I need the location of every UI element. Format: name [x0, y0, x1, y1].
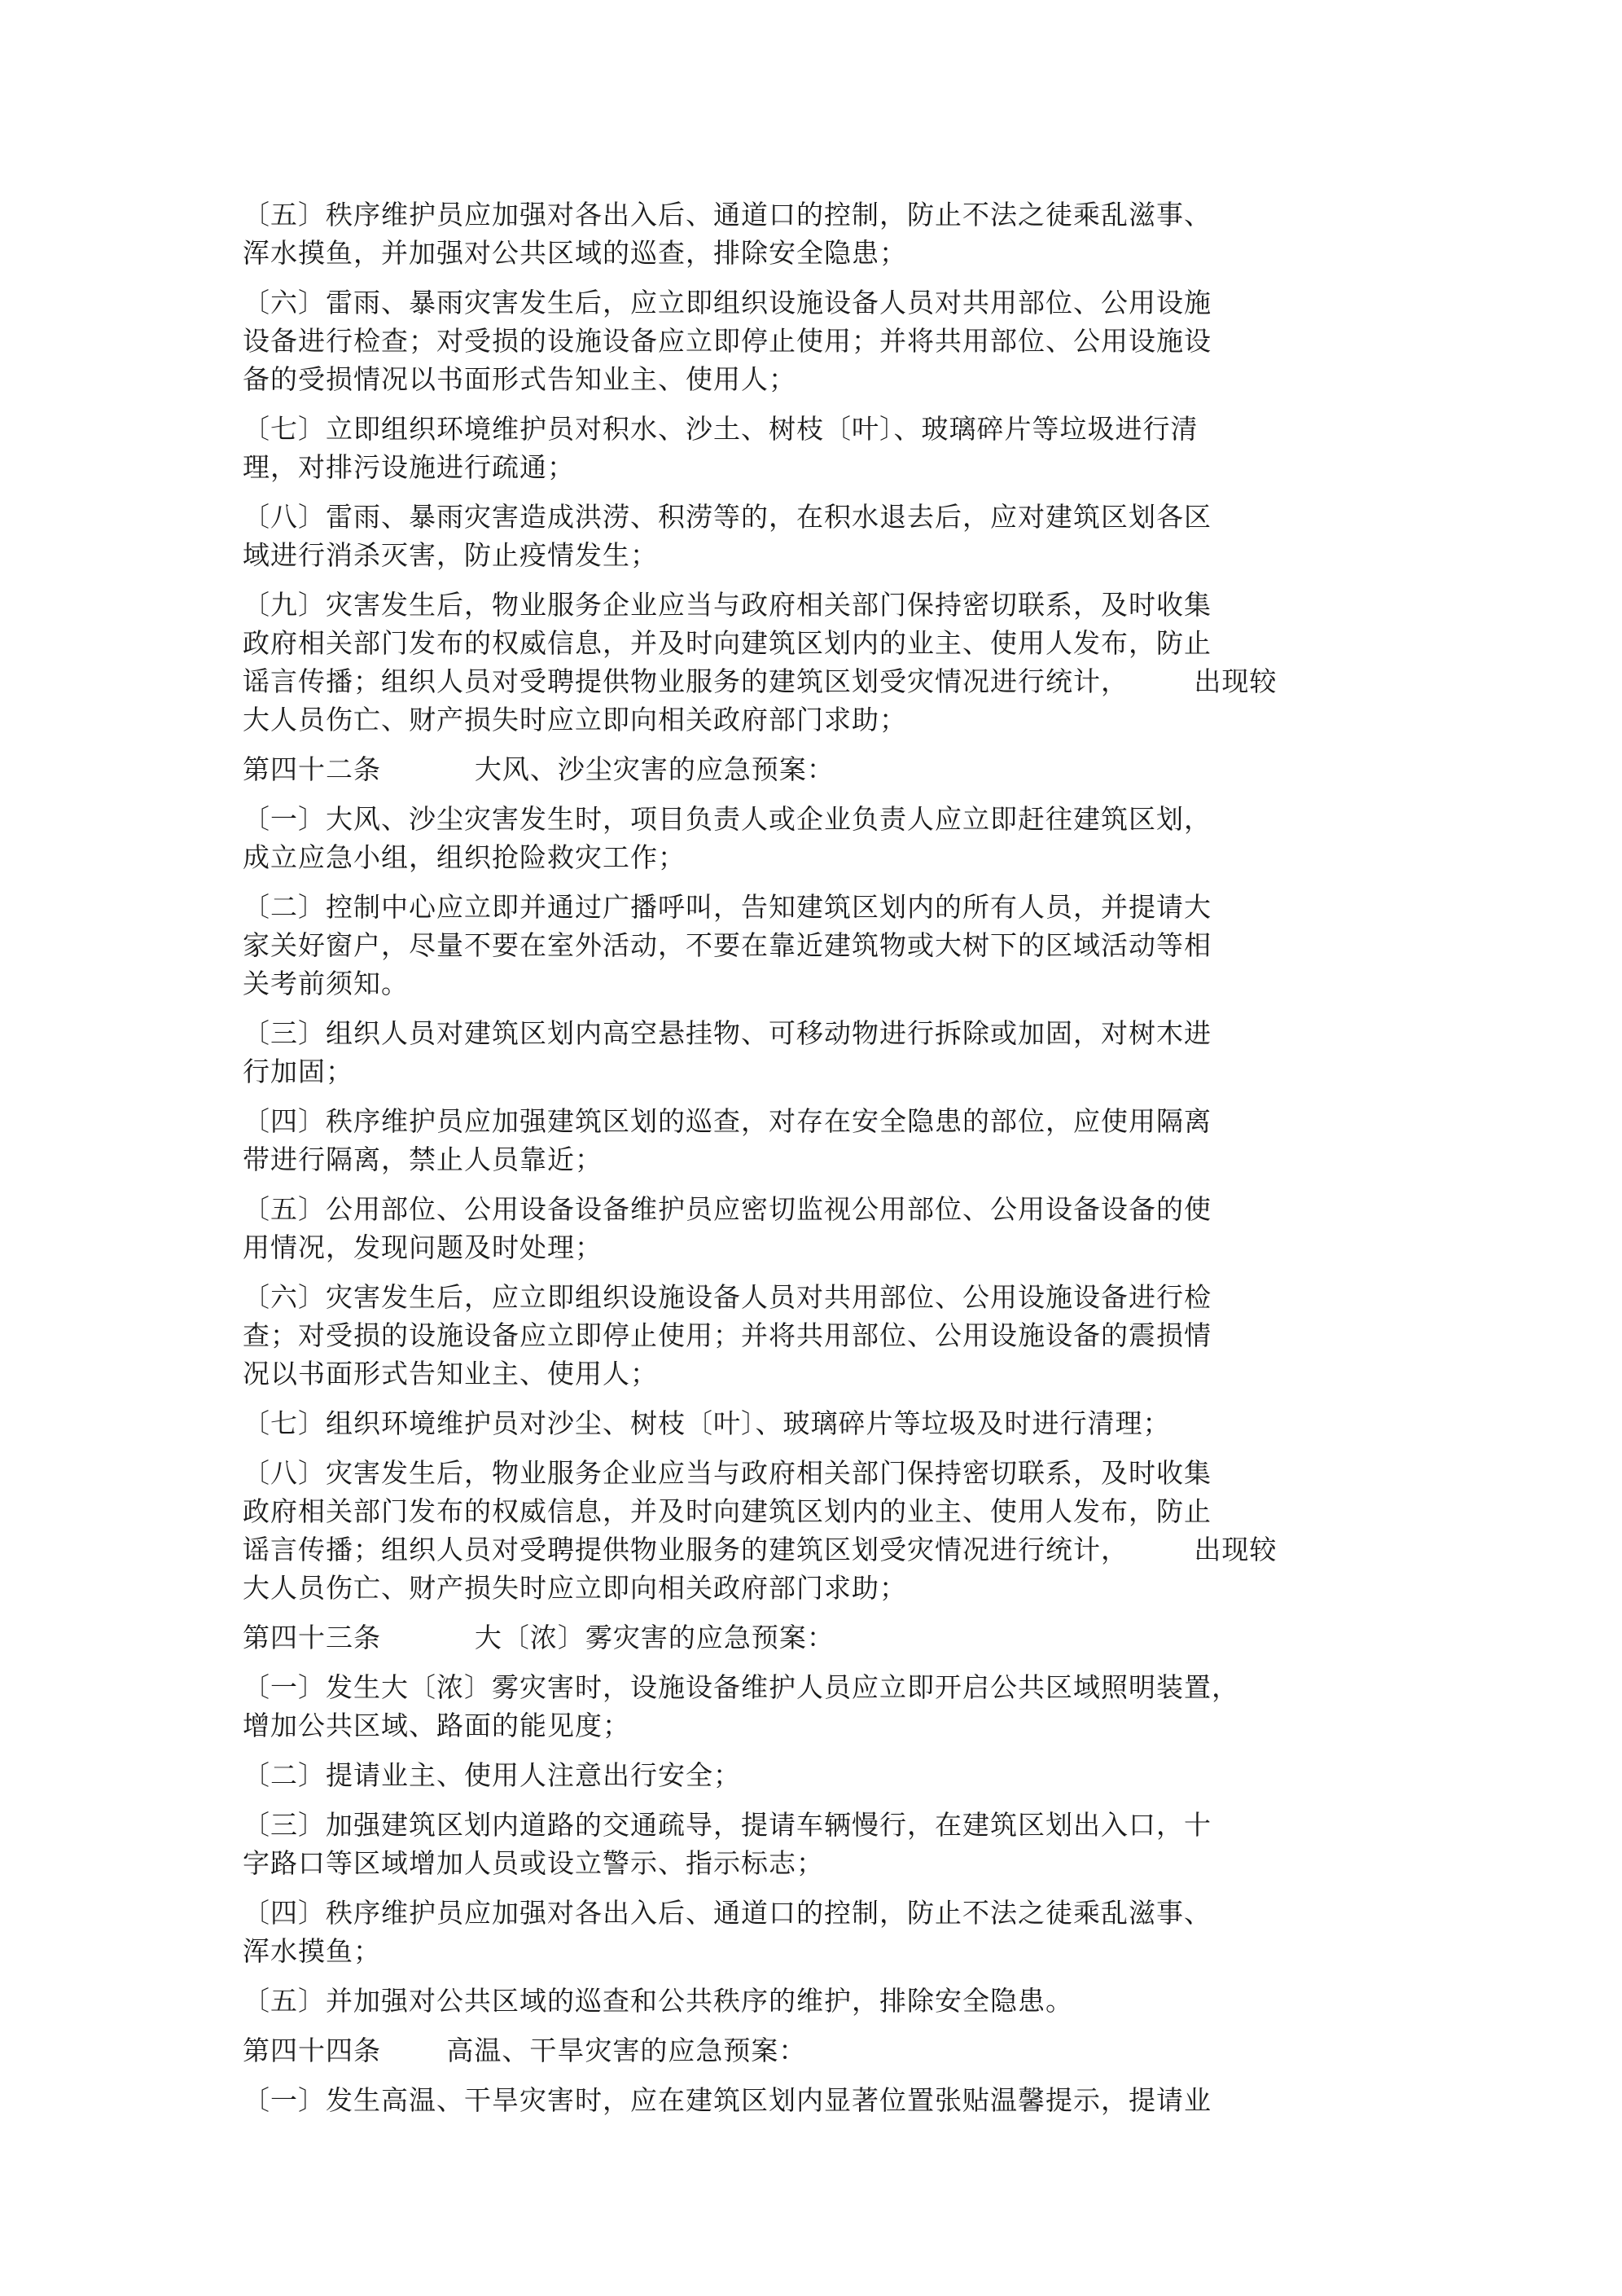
paragraph — [243, 1806, 1415, 1882]
text-line: 〔一〕发生大〔浓〕雾灾害时，设施设备维护人员应立即开启公共区域照明装置， — [243, 1671, 1239, 1703]
paragraph — [243, 410, 1415, 486]
paragraph — [243, 2081, 1415, 2119]
text-line: 成立应急小组，组织抢险救灾工作； — [243, 841, 686, 873]
text-line: 〔二〕控制中心应立即并通过广播呼叫，告知建筑区划内的所有人员，并提请大 — [243, 891, 1212, 923]
paragraph — [243, 1668, 1415, 1745]
text-line: 理，对排污设施进行疏通； — [243, 451, 575, 483]
text-line: 浑水摸鱼，并加强对公共区域的巡查，排除安全隐患； — [243, 237, 907, 269]
text-line: 政府相关部门发布的权威信息，并及时向建筑区划内的业主、使用人发布，防止 — [243, 627, 1212, 659]
text-line: 〔五〕秩序维护员应加强对各出入后、通道口的控制，防止不法之徒乘乱滋事、 — [243, 199, 1212, 230]
text-line: 设备进行检查；对受损的设施设备应立即停止使用；并将共用部位、公用设施设 — [243, 325, 1212, 357]
paragraph — [243, 1756, 1415, 1794]
text-line: 谣言传播；组织人员对受聘提供物业服务的建筑区划受灾情况进行统计， 出现较 — [243, 665, 1278, 697]
text-line: 域进行消杀灭害，防止疫情发生； — [243, 539, 658, 571]
text-line: 〔一〕发生高温、干旱灾害时，应在建筑区划内显著位置张贴温馨提示，提请业 — [243, 2084, 1212, 2116]
paragraph — [243, 1618, 1415, 1657]
paragraph — [243, 1404, 1415, 1442]
paragraph — [243, 498, 1415, 574]
text-line: 用情况，发现问题及时处理； — [243, 1231, 603, 1263]
text-line: 浑水摸鱼； — [243, 1935, 381, 1967]
paragraph — [243, 1982, 1415, 2020]
text-line: 〔三〕加强建筑区划内道路的交通疏导，提请车辆慢行，在建筑区划出入口，十 — [243, 1809, 1212, 1841]
text-line: 大人员伤亡、财产损失时应立即向相关政府部门求助； — [243, 1572, 907, 1604]
paragraph — [243, 800, 1415, 876]
paragraph — [243, 1102, 1415, 1179]
text-line: 〔九〕灾害发生后，物业服务企业应当与政府相关部门保持密切联系，及时收集 — [243, 589, 1212, 621]
paragraph — [243, 586, 1415, 739]
text-line: 字路口等区域增加人员或设立警示、指示标志； — [243, 1847, 824, 1879]
text-line: 第四十二条 大风、沙尘灾害的应急预案： — [243, 753, 835, 785]
text-line: 〔三〕组织人员对建筑区划内高空悬挂物、可移动物进行拆除或加固，对树木进 — [243, 1017, 1212, 1049]
text-line: 〔七〕组织环境维护员对沙尘、树枝〔叶〕、玻璃碎片等垃圾及时进行清理； — [243, 1407, 1171, 1439]
text-line: 〔六〕雷雨、暴雨灾害发生后，应立即组织设施设备人员对共用部位、公用设施 — [243, 287, 1212, 318]
text-line: 第四十四条 高温、干旱灾害的应急预案： — [243, 2035, 807, 2066]
text-line: 关考前须知。 — [243, 968, 409, 999]
text-line: 行加固； — [243, 1056, 353, 1087]
text-line: 〔六〕灾害发生后，应立即组织设施设备人员对共用部位、公用设施设备进行检 — [243, 1281, 1212, 1313]
text-line: 带进行隔离，禁止人员靠近； — [243, 1144, 603, 1175]
paragraph — [243, 750, 1415, 788]
text-line: 〔五〕公用部位、公用设备设备维护员应密切监视公用部位、公用设备设备的使 — [243, 1193, 1212, 1225]
text-line: 政府相关部门发布的权威信息，并及时向建筑区划内的业主、使用人发布，防止 — [243, 1495, 1212, 1527]
text-line: 查；对受损的设施设备应立即停止使用；并将共用部位、公用设施设备的震损情 — [243, 1319, 1212, 1351]
paragraph — [243, 283, 1415, 398]
paragraph — [243, 195, 1415, 272]
paragraph — [243, 1278, 1415, 1393]
text-line: 谣言传播；组织人员对受聘提供物业服务的建筑区划受灾情况进行统计， 出现较 — [243, 1534, 1278, 1565]
text-line: 家关好窗户，尽量不要在室外活动，不要在靠近建筑物或大树下的区域活动等相 — [243, 929, 1212, 961]
document-body — [243, 195, 1415, 2131]
text-line: 备的受损情况以书面形式告知业主、使用人； — [243, 363, 796, 395]
text-line: 第四十三条 大〔浓〕雾灾害的应急预案： — [243, 1622, 835, 1653]
text-line: 〔七〕立即组织环境维护员对积水、沙土、树枝〔叶〕、玻璃碎片等垃圾进行清 — [243, 413, 1199, 445]
paragraph — [243, 1014, 1415, 1091]
text-line: 〔四〕秩序维护员应加强对各出入后、通道口的控制，防止不法之徒乘乱滋事、 — [243, 1897, 1212, 1929]
paragraph — [243, 1190, 1415, 1267]
text-line: 况以书面形式告知业主、使用人； — [243, 1358, 658, 1389]
paragraph — [243, 1894, 1415, 1970]
text-line: 〔八〕雷雨、暴雨灾害造成洪涝、积涝等的，在积水退去后，应对建筑区划各区 — [243, 501, 1212, 533]
paragraph — [243, 1454, 1415, 1607]
text-line: 〔一〕大风、沙尘灾害发生时，项目负责人或企业负责人应立即赶往建筑区划， — [243, 803, 1212, 835]
text-line: 〔八〕灾害发生后，物业服务企业应当与政府相关部门保持密切联系，及时收集 — [243, 1457, 1212, 1489]
paragraph — [243, 888, 1415, 1003]
text-line: 〔五〕并加强对公共区域的巡查和公共秩序的维护，排除安全隐患。 — [243, 1985, 1073, 2017]
text-line: 〔二〕提请业主、使用人注意出行安全； — [243, 1759, 741, 1791]
paragraph — [243, 2031, 1415, 2070]
text-line: 增加公共区域、路面的能见度； — [243, 1710, 630, 1741]
text-line: 〔四〕秩序维护员应加强建筑区划的巡查，对存在安全隐患的部位，应使用隔离 — [243, 1105, 1212, 1137]
text-line: 大人员伤亡、财产损失时应立即向相关政府部门求助； — [243, 704, 907, 735]
